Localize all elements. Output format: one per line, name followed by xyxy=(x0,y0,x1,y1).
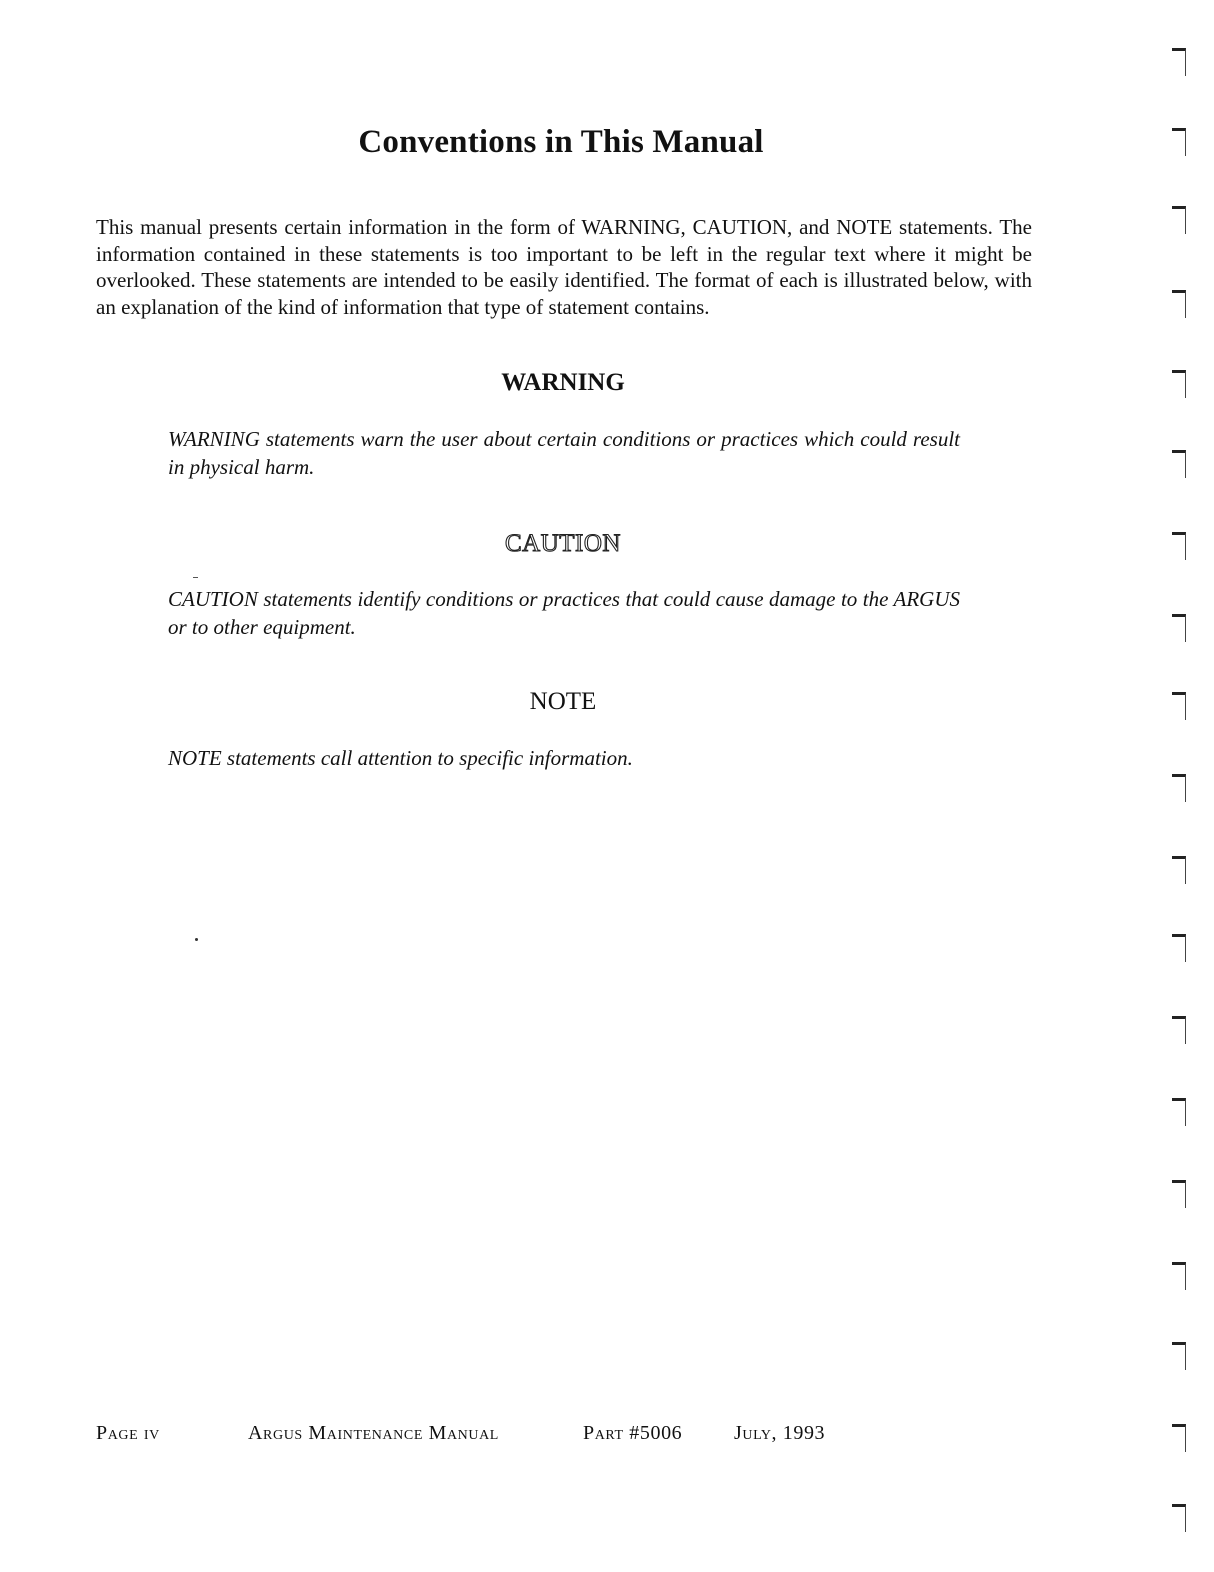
binding-mark xyxy=(1172,1504,1186,1532)
binding-mark xyxy=(1172,934,1186,962)
scan-artifact xyxy=(195,938,198,941)
scan-artifact xyxy=(193,577,198,578)
binding-mark xyxy=(1172,128,1186,156)
binding-mark xyxy=(1172,1262,1186,1290)
note-heading: NOTE xyxy=(529,688,597,715)
footer-part-number: Part #5006 xyxy=(583,1422,683,1444)
binding-mark xyxy=(1172,692,1186,720)
binding-mark xyxy=(1172,1342,1186,1370)
footer-page-number: Page iv xyxy=(96,1422,160,1444)
binding-mark xyxy=(1172,48,1186,76)
caution-body: CAUTION statements identify conditions or practices that could cause damage to the ARGUS or to other equipment. xyxy=(168,587,960,639)
binding-mark xyxy=(1172,614,1186,642)
binding-mark xyxy=(1172,532,1186,560)
footer-manual-title: Argus Maintenance Manual xyxy=(248,1422,499,1444)
footer-date: July, 1993 xyxy=(734,1422,826,1444)
binding-mark xyxy=(1172,206,1186,234)
page-footer xyxy=(96,1422,856,1452)
binding-mark xyxy=(1172,450,1186,478)
binding-mark xyxy=(1172,1016,1186,1044)
binding-mark xyxy=(1172,1098,1186,1126)
note-body: NOTE statements call attention to specific information. xyxy=(168,746,633,770)
binding-holes xyxy=(1168,0,1198,1572)
binding-mark xyxy=(1172,856,1186,884)
page-title: Conventions in This Manual xyxy=(358,124,764,160)
binding-mark xyxy=(1172,290,1186,318)
warning-heading: WARNING xyxy=(501,369,625,396)
intro-paragraph: This manual presents certain information in the form of WARNING, CAUTION, and NOTE statements. The information contained in these statements is too important to be left in the regular text where it might be overlooked. These statements are intended to be easily identified. The format of each is illustrated below, with an explanation of the kind of information that type of statement contains. xyxy=(96,215,1032,319)
binding-mark xyxy=(1172,370,1186,398)
caution-heading: CAUTION xyxy=(505,530,621,557)
binding-mark xyxy=(1172,1180,1186,1208)
warning-body: WARNING statements warn the user about certain conditions or practices which could result in physical harm. xyxy=(168,427,960,479)
binding-mark xyxy=(1172,774,1186,802)
binding-mark xyxy=(1172,1424,1186,1452)
